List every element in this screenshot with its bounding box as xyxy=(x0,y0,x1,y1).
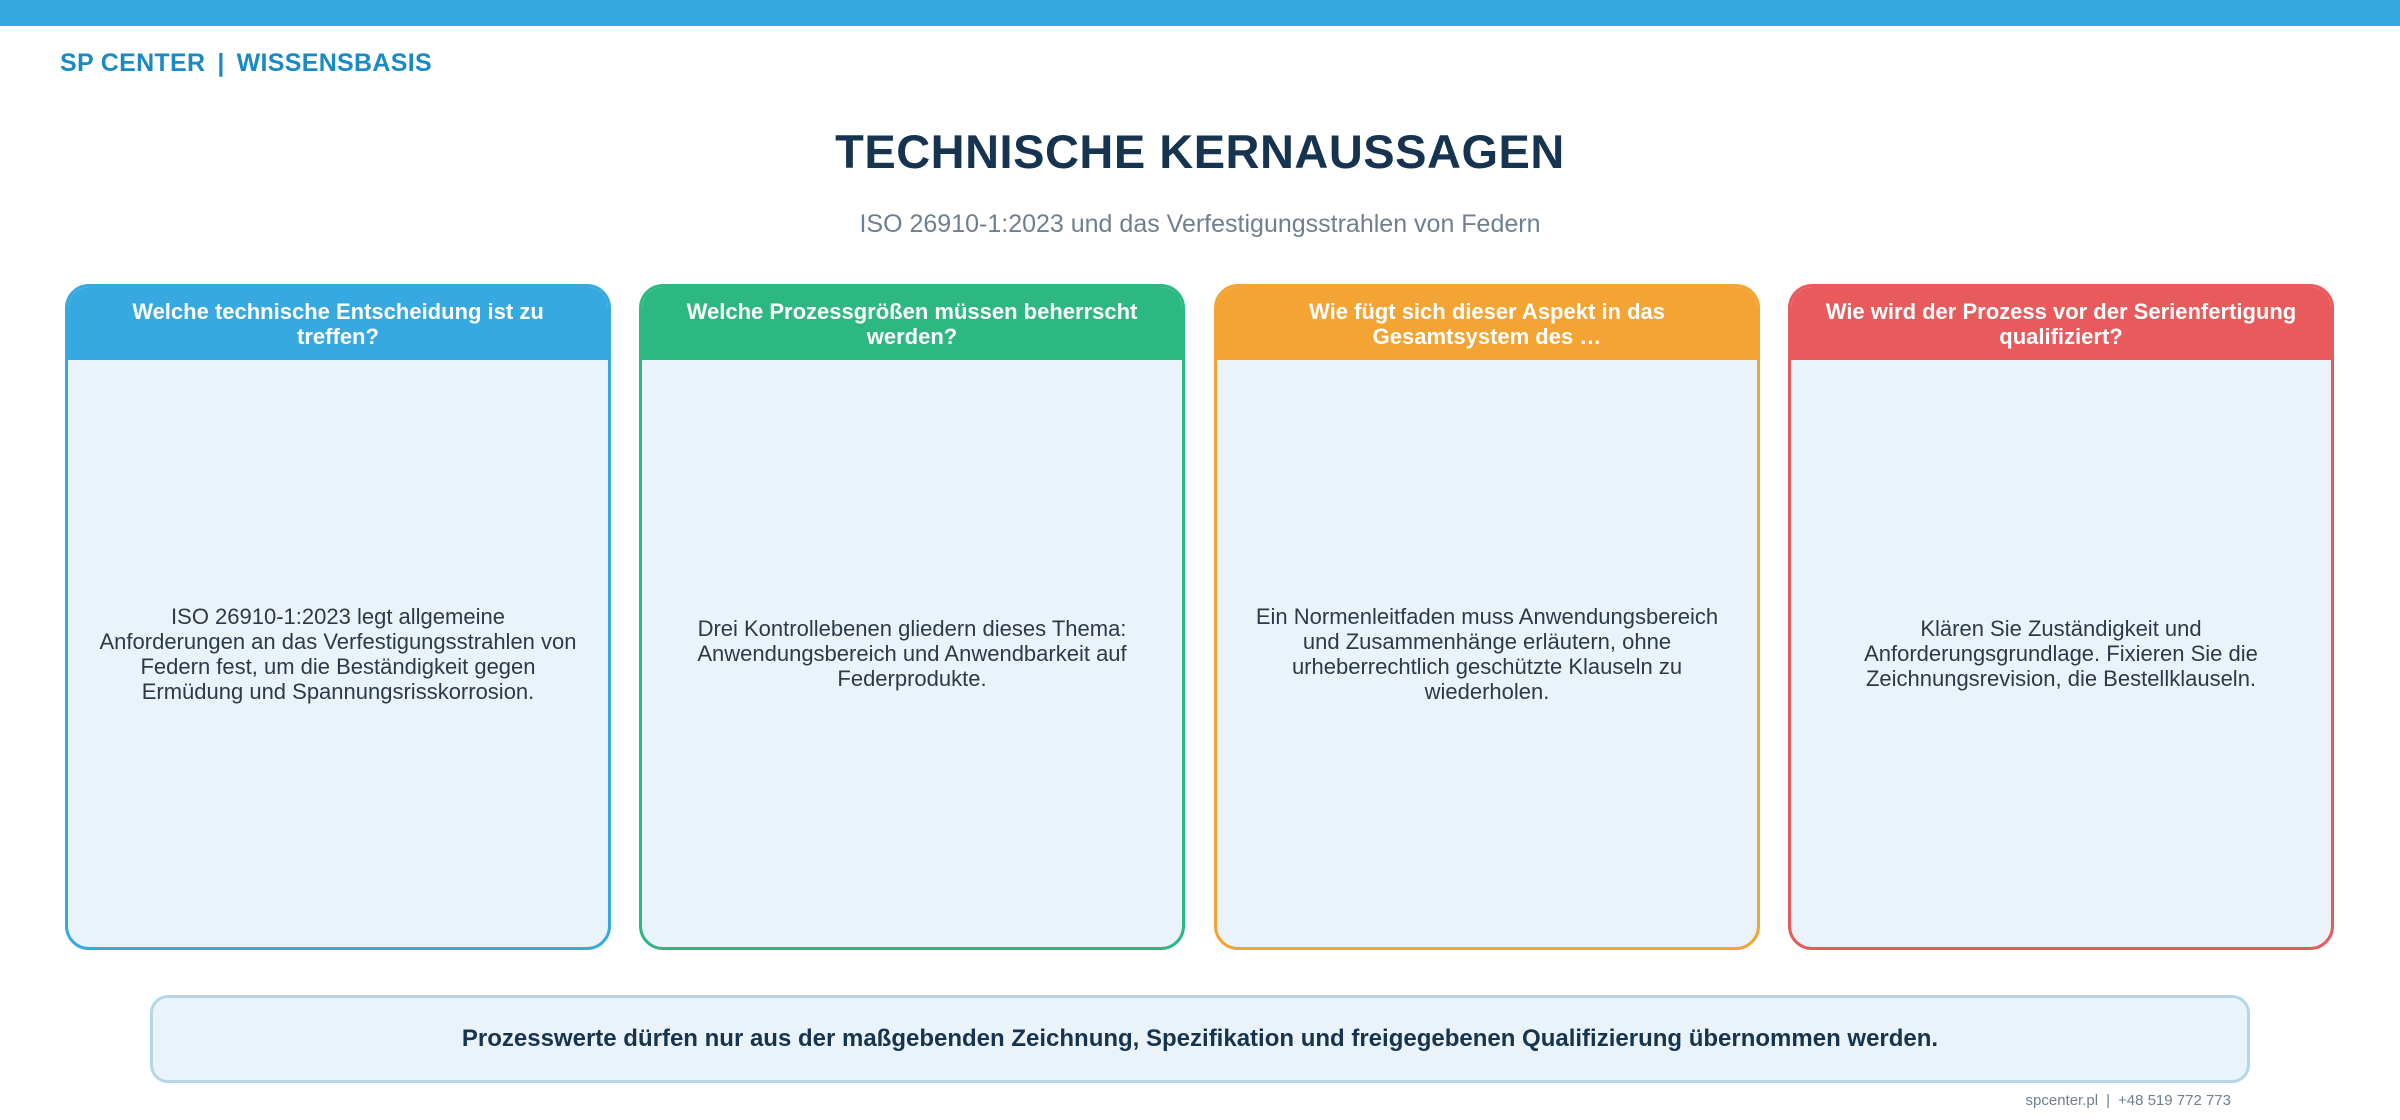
card-process-variables xyxy=(639,284,1185,950)
footer-contact xyxy=(2026,1092,2231,1109)
footer-separator: | xyxy=(2106,1092,2110,1109)
brand-name: SP CENTER xyxy=(60,49,206,77)
card-body: Klären Sie Zuständigkeit und Anforderungsgrundlage. Fixieren Sie die Zeichnungsrevision, die Bestellklauseln. xyxy=(1864,616,2258,691)
brand-section: WISSENSBASIS xyxy=(236,49,432,77)
card-header: Wie wird der Prozess vor der Serienfertigung qualifiziert? xyxy=(1791,287,2331,360)
top-accent-bar xyxy=(0,0,2400,26)
card-body: ISO 26910-1:2023 legt allgemeine Anforderungen an das Verfestigungsstrahlen von Federn fest, um die Beständigkeit gegen Ermüdung und Spannungsrisskorrosion. xyxy=(99,603,577,704)
brand-header xyxy=(60,49,432,78)
key-note: Prozesswerte dürfen nur aus der maßgebenden Zeichnung, Spezifikation und freigegebenen Qualifizierung übernommen werden. xyxy=(150,995,2250,1083)
page-title: TECHNISCHE KERNAUSSAGEN xyxy=(835,125,1565,178)
brand-separator: | xyxy=(217,49,225,77)
card-body: Ein Normenleitfaden muss Anwendungsbereich und Zusammenhänge erläutern, ohne urheberrechtlich geschützte Klauseln zu wiederholen. xyxy=(1255,603,1719,704)
footer-phone: +48 519 772 773 xyxy=(2117,1092,2231,1109)
card-decision xyxy=(65,284,611,950)
card-header: Welche technische Entscheidung ist zu treffen? xyxy=(68,287,608,360)
footer-website: spcenter.pl xyxy=(2025,1092,2099,1109)
card-header: Wie fügt sich dieser Aspekt in das Gesamtsystem des … xyxy=(1217,287,1757,360)
card-system-context xyxy=(1214,284,1760,950)
card-header: Welche Prozessgrößen müssen beherrscht werden? xyxy=(642,287,1182,360)
page-subtitle: ISO 26910-1:2023 und das Verfestigungsstrahlen von Federn xyxy=(859,210,1541,238)
card-body: Drei Kontrollebenen gliedern dieses Thema: Anwendungsbereich und Anwendbarkeit auf Federprodukte. xyxy=(697,616,1127,691)
card-qualification xyxy=(1788,284,2334,950)
